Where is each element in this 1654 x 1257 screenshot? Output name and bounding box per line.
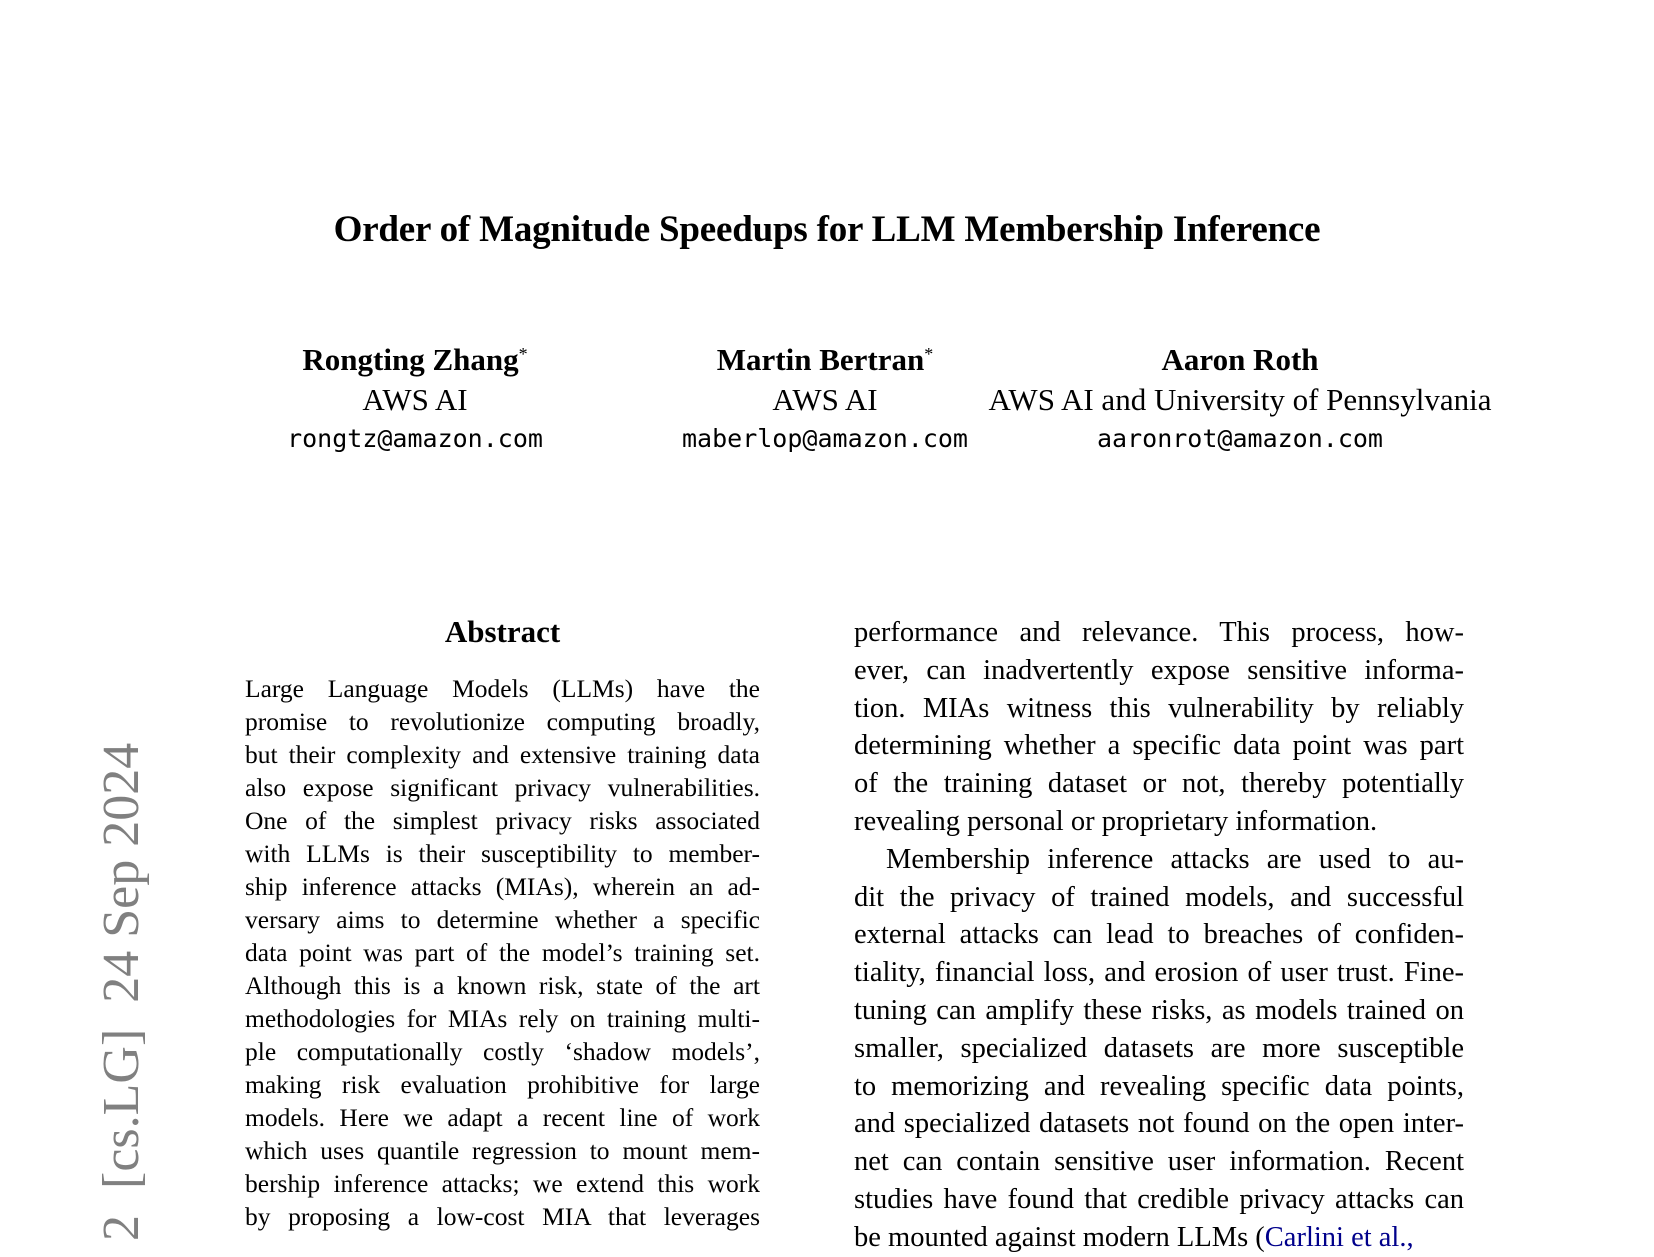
- abstract-line: with LLMs is their susceptibility to member-: [245, 839, 760, 868]
- author-name-text: Rongting Zhang: [302, 342, 519, 377]
- author-block-2: [660, 340, 990, 458]
- author-block-1: [250, 340, 580, 458]
- abstract-line: Large Language Models (LLMs) have the: [245, 674, 760, 703]
- body-line: to memorizing and revealing specific data points,: [854, 1070, 1464, 1102]
- author-name: [660, 340, 990, 380]
- author-email: maberlop@amazon.com: [682, 424, 968, 453]
- body-line: performance and relevance. This process, how-: [854, 617, 1464, 648]
- body-line: and specialized datasets not found on the open inter-: [854, 1108, 1464, 1140]
- author-name-text: Aaron Roth: [1161, 342, 1319, 377]
- author-email: rongtz@amazon.com: [287, 424, 543, 453]
- body-line: tuning can amplify these risks, as models trained on: [854, 994, 1464, 1026]
- author-affiliation: AWS AI: [772, 382, 878, 417]
- abstract-line: bership inference attacks; we extend this work: [245, 1169, 760, 1198]
- intro-paragraph-1: [854, 614, 1464, 841]
- body-line: smaller, specialized datasets are more susceptible: [854, 1032, 1464, 1064]
- abstract-line: making risk evaluation prohibitive for large: [245, 1070, 760, 1099]
- author-name: [250, 340, 580, 380]
- introduction-column: [854, 614, 1464, 1257]
- abstract-line: also expose significant privacy vulnerabilities.: [245, 773, 760, 802]
- body-line: studies have found that credible privacy attacks can: [854, 1183, 1464, 1215]
- abstract-line: ple computationally costly ‘shadow models’,: [245, 1037, 760, 1066]
- abstract-line: but their complexity and extensive training data: [245, 740, 760, 769]
- body-line: [854, 1219, 1464, 1257]
- paper-title: Order of Magnitude Speedups for LLM Membership Inference: [333, 209, 1321, 250]
- body-line: external attacks can lead to breaches of confiden-: [854, 919, 1464, 951]
- abstract-line: data point was part of the model’s training set.: [245, 938, 760, 967]
- author-name: [970, 340, 1510, 380]
- abstract-line: by proposing a low-cost MIA that leverages: [245, 1202, 760, 1231]
- body-line: net can contain sensitive user information. Recent: [854, 1146, 1464, 1178]
- body-line: determining whether a specific data point was part: [854, 730, 1464, 762]
- author-affiliation: AWS AI and University of Pennsylvania: [988, 382, 1492, 417]
- body-line: dit the privacy of trained models, and successful: [854, 881, 1464, 913]
- body-line: revealing personal or proprietary information.: [854, 805, 1378, 837]
- abstract-line: ship inference attacks (MIAs), wherein an ad-: [245, 872, 760, 901]
- abstract-line: which uses quantile regression to mount mem-: [245, 1136, 760, 1165]
- arxiv-sidebar-stamp: 2 [cs.LG] 24 Sep 2024: [93, 742, 150, 1241]
- equal-contribution-mark: *: [518, 344, 528, 364]
- abstract-heading: Abstract: [444, 614, 561, 649]
- body-line: of the training dataset or not, thereby potentially: [854, 768, 1464, 800]
- body-line: tiality, financial loss, and erosion of user trust. Fine-: [854, 957, 1464, 989]
- abstract-line: versary aims to determine whether a specific: [245, 905, 760, 934]
- abstract-body: [245, 672, 760, 1233]
- abstract-line: One of the simplest privacy risks associated: [245, 806, 760, 835]
- abstract-line: promise to revolutionize computing broadly,: [245, 707, 760, 736]
- citation-link[interactable]: Carlini et al.,: [1264, 1221, 1414, 1253]
- author-name-text: Martin Bertran: [716, 342, 925, 377]
- abstract-line: models. Here we adapt a recent line of work: [245, 1103, 760, 1132]
- body-line: ever, can inadvertently expose sensitive informa-: [854, 654, 1464, 686]
- abstract-line: Although this is a known risk, state of the art: [245, 971, 760, 1000]
- author-block-3: [970, 340, 1510, 458]
- equal-contribution-mark: *: [924, 344, 934, 364]
- intro-paragraph-2: [854, 841, 1464, 1257]
- author-affiliation: AWS AI: [362, 382, 468, 417]
- body-line: Membership inference attacks are used to au-: [886, 843, 1464, 875]
- body-line-text: be mounted against modern LLMs (: [854, 1221, 1265, 1253]
- body-line: tion. MIAs witness this vulnerability by reliably: [854, 692, 1464, 724]
- abstract-line: methodologies for MIAs rely on training multi-: [245, 1004, 760, 1033]
- author-email: aaronrot@amazon.com: [1097, 424, 1383, 453]
